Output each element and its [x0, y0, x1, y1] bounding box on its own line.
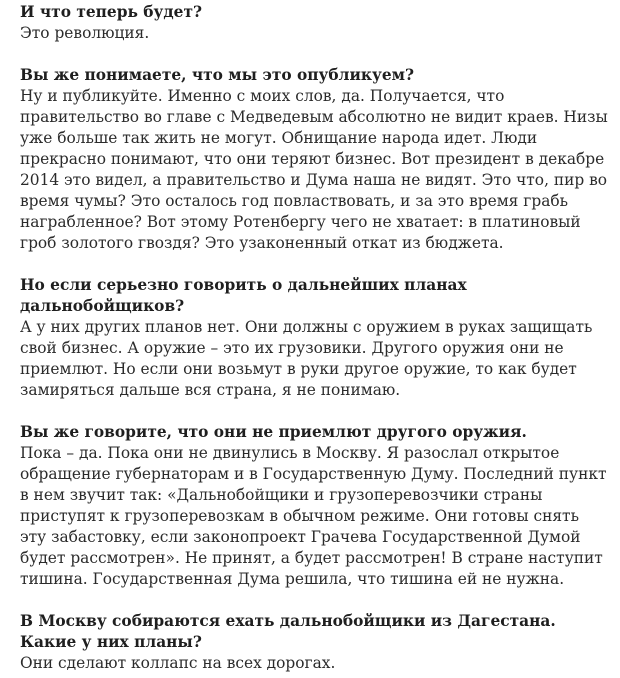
interview-answer: Это революция.	[20, 24, 150, 42]
interview-answer: Они сделают коллапс на всех дорогах.	[20, 654, 336, 672]
qa-block	[20, 611, 610, 674]
qa-block	[20, 422, 610, 590]
qa-block	[20, 65, 610, 254]
interview-question: Вы же говорите, что они не приемлют другого оружия.	[20, 423, 527, 441]
interview-question: И что теперь будет?	[20, 3, 202, 21]
interview-question: Вы же понимаете, что мы это опубликуем?	[20, 66, 415, 84]
interview-answer: А у них других планов нет. Они должны с оружием в руках защищать свой бизнес. А оружие – это их грузовики. Другого оружия они не приемлют. Но если они возьмут в руки другое оружие, то как будет замиряться дальше вся страна, я не понимаю.	[20, 318, 593, 399]
interview-question: Но если серьезно говорить о дальнейших планах дальнобойщиков?	[20, 276, 467, 315]
interview-answer: Ну и публикуйте. Именно с моих слов, да. Получается, что правительство во главе с Медведевым абсолютно не видит краев. Низы уже больше так жить не могут. Обнищание народа идет. Люди прекрасно понимают, что они теряют бизнес. Вот президент в декабре 2014 это видел, а правительство и Дума наша не видят. Это что, пир во время чумы? Это осталось год повластвовать, и за это время грабь награбленное? Вот этому Ротенбергу чего не хватает: в платиновый гроб золотого гвоздя? Это узаконенный откат из бюджета.	[20, 87, 608, 252]
qa-block	[20, 275, 610, 401]
qa-block	[20, 2, 610, 44]
interview-answer: Пока – да. Пока они не двинулись в Москву. Я разослал открытое обращение губернаторам и в Государственную Думу. Последний пункт в нем звучит так: «Дальнобойщики и грузоперевозчики страны приступят к грузоперевозкам в обычном режиме. Они готовы снять эту забастовку, если законопроект Грачева Государственной Думой будет рассмотрен». Не принят, а будет рассмотрен! В стране наступит тишина. Государственная Дума решила, что тишина ей не нужна.	[20, 444, 607, 588]
interview-question: В Москву собираются ехать дальнобойщики из Дагестана. Какие у них планы?	[20, 612, 556, 651]
